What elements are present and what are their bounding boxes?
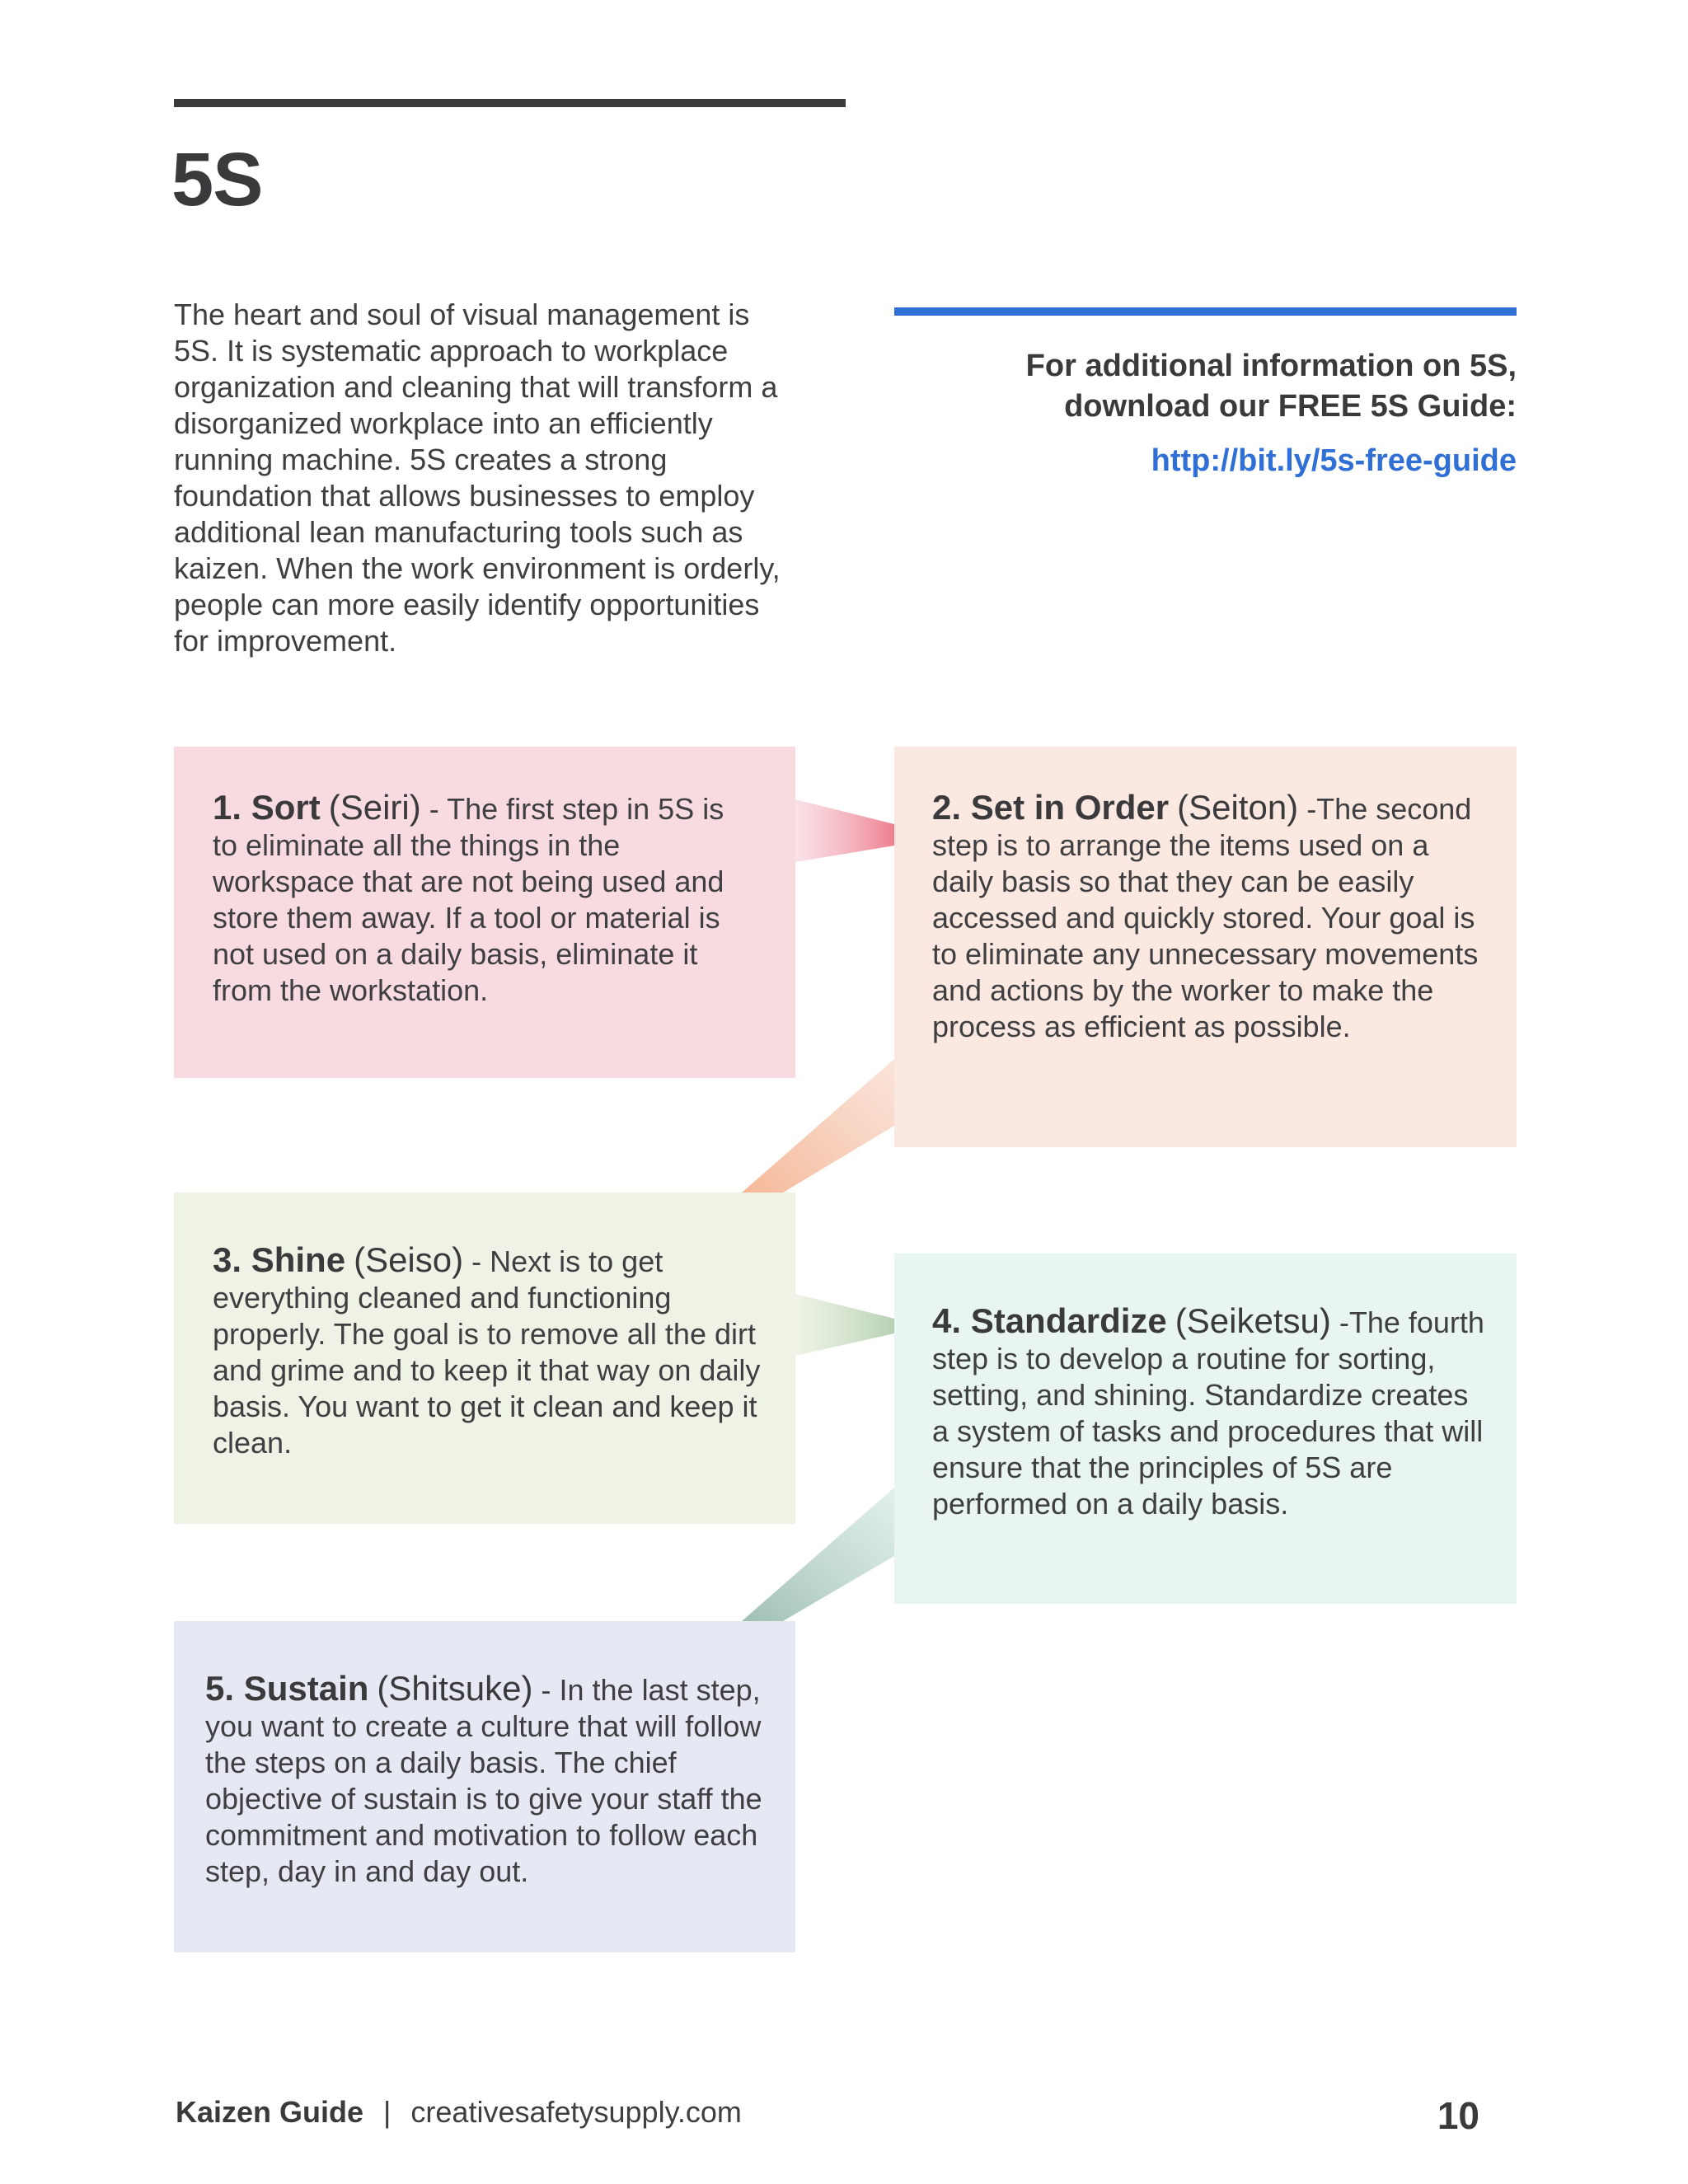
footer-brand: Kaizen Guide	[176, 2095, 364, 2129]
step-description: -The fourth step is to develop a routine for sorting, setting, and shining. Standardize creates a system of tasks and procedures that will ensure that the principles of 5S are performed on a daily basis.	[932, 1305, 1484, 1521]
connector-sort-to-order	[795, 799, 894, 862]
free-guide-link[interactable]: http://bit.ly/5s-free-guide	[1151, 443, 1517, 478]
step-card-sustain	[174, 1621, 795, 1952]
step-text	[932, 1303, 1492, 1522]
step-japanese-term: (Shitsuke)	[377, 1669, 533, 1708]
step-card-sort	[174, 747, 795, 1078]
step-description: -The second step is to arrange the items used on a daily basis so that they can be easily accessed and quickly stored. Your goal is to eliminate any unnecessary movements and actions by the worker to make the process as efficient as possible.	[932, 792, 1479, 1043]
intro-paragraph: The heart and soul of visual management is 5S. It is systematic approach to workplace organization and cleaning that will transform a disorganized workplace into an efficiently running machine. 5S creates a strong foundation that allows businesses to employ additional lean manufacturing tools such as kaizen. When the work environment is orderly, people can more easily identify opportunities for improvement.	[174, 298, 781, 658]
info-rule	[894, 307, 1517, 316]
info-callout	[894, 346, 1517, 479]
step-japanese-term: (Seiso)	[354, 1240, 464, 1279]
step-card-set-in-order	[894, 747, 1517, 1147]
step-title: 5. Sustain	[205, 1669, 369, 1708]
step-title: 4. Standardize	[932, 1301, 1167, 1340]
step-title: 3. Shine	[213, 1240, 346, 1279]
footer-site[interactable]: creativesafetysupply.com	[410, 2095, 742, 2129]
info-heading-line2: download our FREE 5S Guide:	[1064, 389, 1517, 424]
step-description: - The first step in 5S is to eliminate all the things in the workspace that are not being used and store them away. If a tool or material is not used on a daily basis, eliminate it from the workstation.	[213, 792, 724, 1007]
footer	[176, 2095, 742, 2130]
step-japanese-term: (Seiton)	[1177, 788, 1299, 827]
step-japanese-term: (Seiri)	[328, 788, 421, 827]
step-description: - In the last step, you want to create a culture that will follow the steps on a daily basis. The chief objective of sustain is to give your staff the commitment and motivation to follow each step, day in and day out.	[205, 1673, 762, 1888]
step-text	[213, 790, 756, 1009]
step-text	[205, 1671, 762, 1890]
footer-separator: |	[383, 2095, 392, 2129]
connector-order-to-shine	[742, 1059, 894, 1193]
step-description: - Next is to get everything cleaned and functioning properly. The goal is to remove all the dirt and grime and to keep it that way on daily basis. You want to get it clean and keep it clean.	[213, 1244, 761, 1460]
step-japanese-term: (Seiketsu)	[1175, 1301, 1331, 1340]
step-title: 1. Sort	[213, 788, 321, 827]
step-text	[932, 790, 1492, 1045]
step-card-standardize	[894, 1254, 1517, 1604]
page-title: 5S	[171, 138, 263, 222]
page-number: 10	[1437, 2094, 1479, 2137]
step-text	[213, 1242, 766, 1461]
info-heading	[894, 346, 1517, 427]
top-rule	[174, 99, 846, 107]
connector-shine-to-standard	[795, 1294, 894, 1356]
info-heading-line1: For additional information on 5S,	[1025, 349, 1517, 383]
step-card-shine	[174, 1193, 795, 1524]
step-title: 2. Set in Order	[932, 788, 1170, 827]
